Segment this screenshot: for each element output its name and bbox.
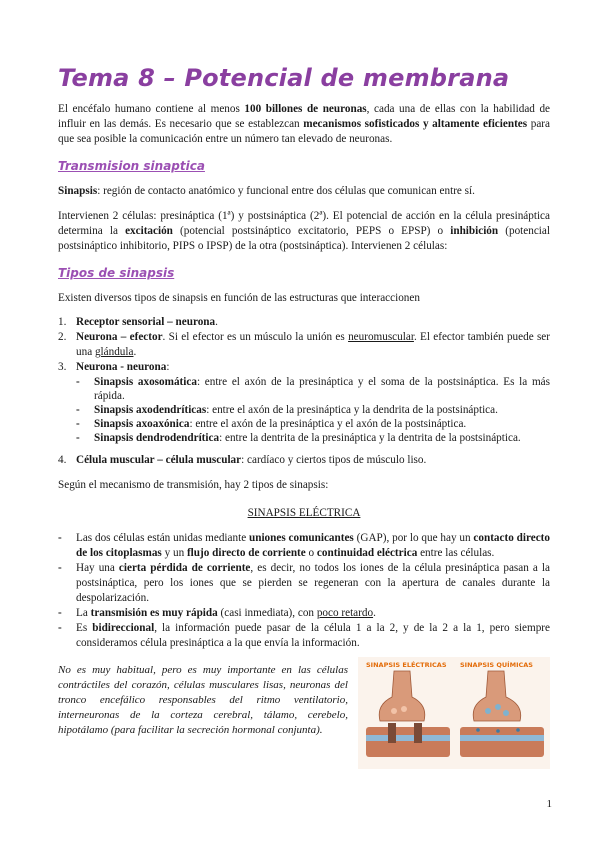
page-number: 1: [546, 798, 552, 810]
cleft-left: [366, 735, 450, 741]
list-item: - La transmisión es muy rápida (casi inmediata), con poco retardo.: [58, 607, 376, 619]
vesicle: [503, 710, 509, 716]
sublist-item: - Sinapsis axoaxónica: entre el axón de la presináptica y el axón de la postsináptica.: [76, 418, 467, 430]
tipos-intro: Existen diversos tipos de sinapsis en función de las estructuras que interaccionen: [58, 292, 420, 304]
tipos-list: [58, 315, 550, 468]
list-item: 4. Célula muscular – célula muscular: cardíaco y ciertos tipos de músculo liso.: [58, 454, 427, 466]
list-item: 3. Neurona - neurona: - Sinapsis axosomática: entre el axón de la presináptica y el soma de la postsináptica. Es la más rápida. - Sinapsis axodendríticas: entre el axón de la presináptica y la dendrita de la postsináptica. - Sinapsis axoaxónica: entre el axón de la presináptica y el axón de la postsináptica. - Sinapsis dendrodendrítica: entre la dentrita de la presináptica y la dentrita de la postsináptica.: [58, 361, 550, 444]
electrica-heading: SINAPSIS ELÉCTRICA: [247, 507, 361, 519]
sublist-item: - Sinapsis dendrodendrítica: entre la dentrita de la presináptica y la dentrita de la postsináptica.: [76, 432, 521, 444]
cleft-right: [460, 735, 544, 741]
list-item: - Es bidireccional, la información puede pasar de la célula 1 a la 2, y de la 2 a la 1, pero siempre consideramos célula presináptica a la que envía la información.: [58, 622, 550, 649]
section-heading-tipos: Tipos de sinapsis: [58, 266, 175, 280]
list-item: - Hay una cierta pérdida de corriente, es decir, no todos los iones de la célula presináptica pasan a la postsináptica, pero los iones que se pierden se regeneran con la apertura de canales durante la despolarización.: [58, 562, 550, 604]
electrica-list: [58, 531, 550, 651]
section-heading-transmision: Transmision sinaptica: [58, 159, 205, 173]
vesicle: [391, 708, 397, 714]
list-item: 1. Receptor sensorial – neurona.: [58, 316, 218, 328]
vesicle: [495, 704, 501, 710]
figure-label-electricas: SINAPSIS ELÉCTRICAS: [366, 661, 447, 669]
intro-paragraph: El encéfalo humano contiene al menos 100 billones de neuronas, cada una de ellas con la habilidad de influir en las demás. Es necesario que se establezcan mecanismos sofisticados y altamente eficientes para que sea posible la comunicación entre un número tan elevado de neuronas.: [58, 103, 551, 145]
list-item: - Las dos células están unidas mediante uniones comunicantes (GAP), por lo que hay un contacto directo de los citoplasmas y un flujo directo de corriente o continuidad eléctrica entre las células.: [58, 532, 550, 559]
italic-note: No es muy habitual, pero es muy importante en las células contráctiles del corazón, células musculares lisas, neuronas del tronco encefálico responsables del ritmo ventilatorio, interneuronas de la corteza cerebral, tálamo, cerebelo, hipotálamo (para facilitar la secreción hormonal conjunta).: [58, 664, 348, 736]
postsynaptic-membrane-left: [366, 727, 450, 757]
bottom-section: [58, 663, 550, 773]
intervienen-paragraph: Intervienen 2 células: presináptica (1ª) y postsináptica (2ª). El potencial de acción en la célula presináptica determina la excitación (potencial postsináptico excitatorio, PEPS o EPSP) o inhibición (potencial postsináptico inhibitorio, PIPS o IPSP) de la otra (postsináptica). Intervienen 2 células:: [58, 210, 550, 252]
sinapsis-definition: Sinapsis: región de contacto anatómico y funcional entre dos células que comunican entre sí.: [58, 185, 475, 197]
neurotransmitter: [496, 729, 500, 733]
postsynaptic-membrane-right: [460, 727, 544, 757]
list-item: 2. Neurona – efector. Si el efector es un músculo la unión es neuromuscular. El efector también puede ser una glándula.: [58, 331, 551, 358]
vesicle: [485, 708, 491, 714]
sublist: [76, 375, 550, 445]
gap-junction: [414, 723, 422, 743]
gap-junction: [388, 723, 396, 743]
sublist-item: - Sinapsis axosomática: entre el axón de la presináptica y el soma de la postsináptica. Es la más rápida.: [76, 376, 550, 402]
page-title: Tema 8 – Potencial de membrana: [58, 64, 510, 92]
figure-label-quimicas: SINAPSIS QUÍMICAS: [460, 661, 533, 669]
vesicle: [401, 706, 407, 712]
neurotransmitter: [476, 728, 480, 732]
document-page: [58, 64, 550, 773]
synapse-figure: [358, 657, 550, 769]
mecanismo-paragraph: Según el mecanismo de transmisión, hay 2 tipos de sinapsis:: [58, 479, 329, 491]
sublist-item: - Sinapsis axodendríticas: entre el axón de la presináptica y la dendrita de la postsináptica.: [76, 404, 498, 416]
neurotransmitter: [516, 728, 520, 732]
